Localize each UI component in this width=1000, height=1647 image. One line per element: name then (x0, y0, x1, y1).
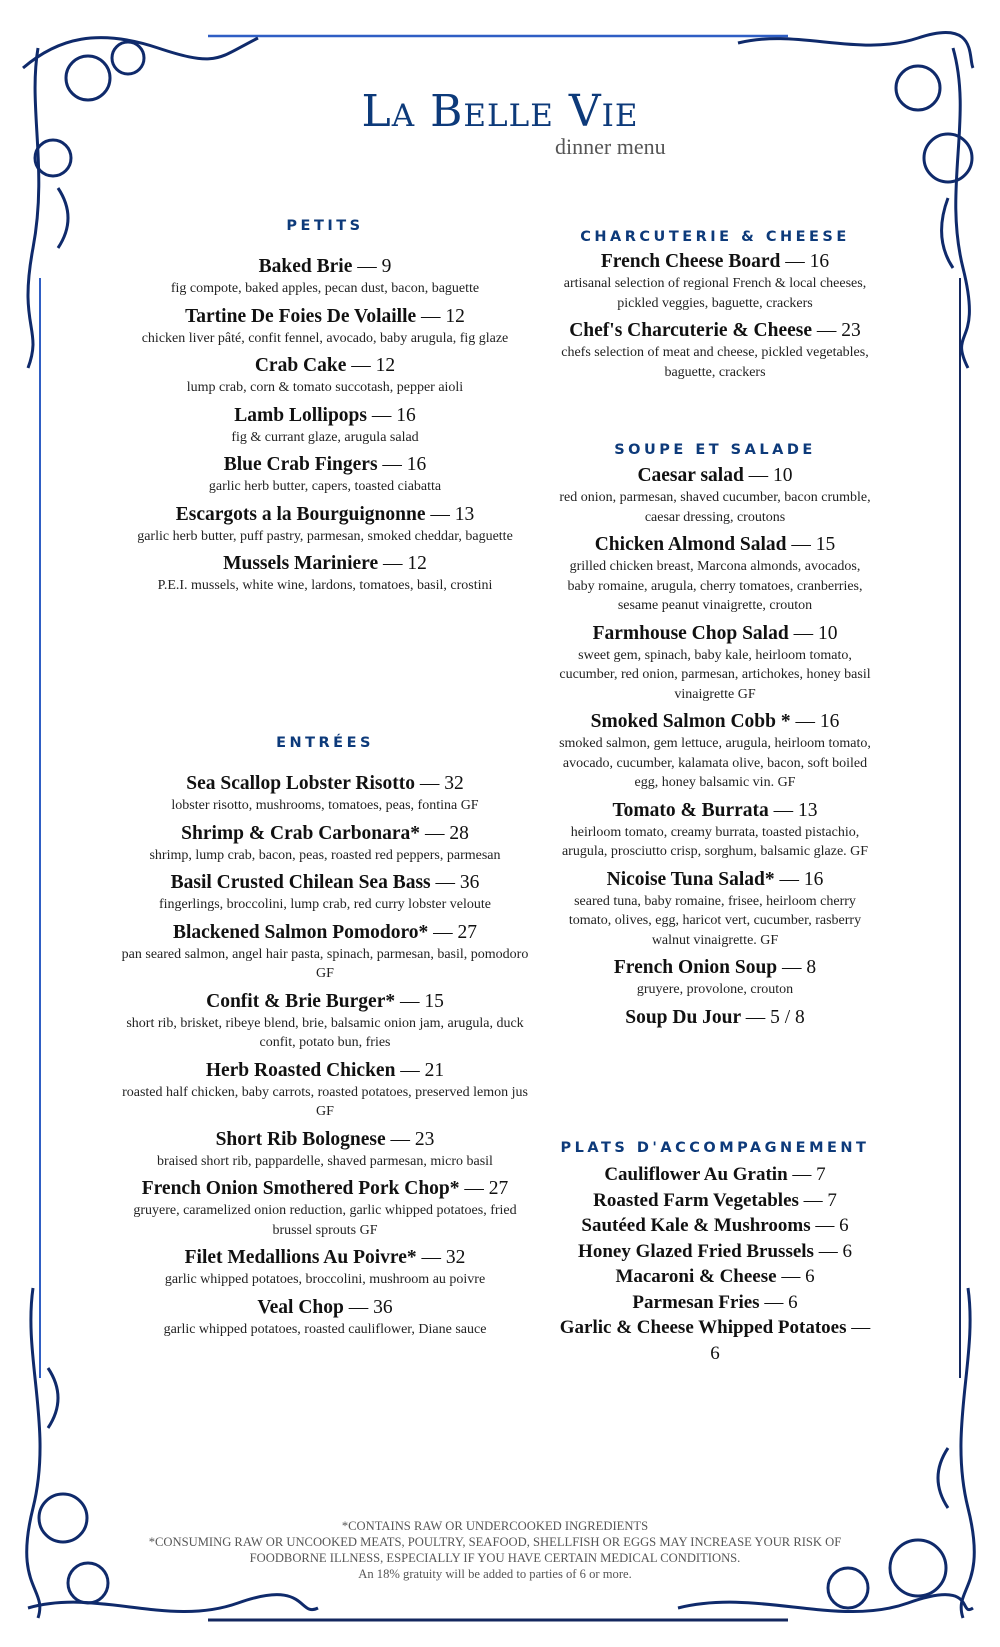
item-description: garlic whipped potatoes, broccolini, mushroom au poivre (164, 1272, 486, 1287)
item-name-line (115, 551, 535, 576)
side-item (555, 1290, 875, 1316)
raw-ingredients-notice: *CONTAINS RAW OR UNDERCOOKED INGREDIENTS (341, 1519, 649, 1533)
menu-item (115, 771, 535, 816)
item-name: Caesar salad (637, 465, 744, 486)
item-description: shrimp, lump crab, bacon, peas, roasted red peppers, parmesan (149, 847, 501, 863)
item-description: garlic whipped potatoes, roasted cauliflower, Diane sauce (163, 1321, 487, 1337)
item-description: chicken liver pâté, confit fennel, avocado, baby arugula, fig glaze (141, 330, 509, 346)
menu-item (115, 304, 535, 349)
item-price: — 6 (710, 1317, 871, 1364)
item-name: Herb Roasted Chicken (205, 1059, 396, 1081)
item-name: Honey Glazed Fried Brussels (578, 1240, 814, 1262)
item-price: — 12 (421, 305, 465, 327)
item-name: Smoked Salmon Cobb * (590, 711, 791, 732)
item-price: — 16 (795, 711, 840, 732)
menu-footer (110, 1518, 880, 1582)
item-price: — 32 (419, 773, 464, 794)
item-name-line (115, 1058, 535, 1083)
item-price: — 32 (421, 1247, 466, 1268)
menu-item (555, 318, 875, 382)
item-description: smoked salmon, gem lettuce, arugula, heirloom tomato, avocado, cucumber, kalamata olive, bacon, soft boiled egg, honey balsamic vin. GF (559, 736, 871, 790)
item-price: — 21 (400, 1059, 445, 1081)
item-name: Farmhouse Chop Salad (592, 622, 789, 644)
item-name-line (555, 955, 875, 980)
item-price: — 28 (424, 822, 469, 844)
item-name-line (115, 1295, 535, 1320)
section-title: PLATS D'ACCOMPAGNEMENT (560, 1140, 870, 1156)
item-name-line (115, 254, 535, 279)
item-description: fig & currant glaze, arugula salad (231, 429, 419, 445)
section-title: ENTRÉES (276, 735, 374, 751)
item-description: red onion, parmesan, shaved cucumber, bacon crumble, caesar dressing, croutons (559, 490, 871, 525)
item-price: — 23 (390, 1128, 435, 1150)
item-price: — 16 (785, 251, 830, 272)
item-price: — 10 (793, 622, 838, 644)
section-title: SOUPE ET SALADE (614, 442, 816, 458)
item-name-line (555, 1188, 875, 1214)
menu-item (555, 798, 875, 862)
menu-item (115, 1058, 535, 1122)
item-name: Macaroni & Cheese (615, 1266, 777, 1287)
item-description: heirloom tomato, creamy burrata, toasted pistachio, arugula, prosciutto crisp, sorghum, balsamic glaze. GF (561, 824, 869, 859)
item-price: — 5 / 8 (745, 1006, 805, 1028)
item-price: — 7 (792, 1164, 826, 1185)
item-price: — 15 (791, 534, 836, 555)
item-name: French Cheese Board (600, 251, 781, 272)
item-price: — 36 (435, 872, 480, 893)
menu-item (555, 867, 875, 951)
item-name: Short Rib Bolognese (215, 1128, 386, 1150)
item-description: pan seared salmon, angel hair pasta, spinach, parmesan, basil, pomodoro GF (121, 946, 529, 981)
menu-item (555, 463, 875, 527)
item-name-line (555, 1005, 875, 1030)
item-name: Tartine De Foies De Volaille (185, 305, 417, 327)
item-name-line (555, 798, 875, 823)
section-title: PETITS (286, 218, 364, 234)
menu-item (115, 1245, 535, 1290)
item-price: — 13 (773, 799, 818, 821)
item-description: sweet gem, spinach, baby kale, heirloom tomato, cucumber, red onion, parmesan, artichokes, honey basil vinaigrette GF (559, 647, 871, 702)
item-price: — 12 (383, 553, 427, 574)
restaurant-title: La Belle Vie (361, 86, 639, 137)
item-name: Blackened Salmon Pomodoro* (172, 921, 429, 943)
item-name-line (555, 709, 875, 734)
side-item (555, 1315, 875, 1366)
item-price: — 16 (382, 454, 427, 475)
item-name: Tomato & Burrata (612, 799, 769, 821)
menu-item (115, 989, 535, 1053)
menu-item (555, 249, 875, 313)
item-price: — 9 (357, 256, 392, 277)
menu-item (555, 532, 875, 616)
item-price: — 6 (764, 1291, 798, 1313)
item-name-line (115, 1245, 535, 1270)
item-name: Filet Medallions Au Poivre* (184, 1247, 417, 1268)
item-name-line (555, 1264, 875, 1290)
item-name: Crab Cake (254, 355, 347, 376)
item-description: garlic herb butter, puff pastry, parmesan, smoked cheddar, baguette (137, 528, 513, 544)
menu-item (115, 353, 535, 398)
item-name-line (555, 1315, 875, 1366)
item-price: — 12 (351, 355, 396, 376)
item-name-line (115, 502, 535, 527)
item-price: — 15 (400, 990, 444, 1012)
menu-item (115, 452, 535, 497)
menu-item (115, 1295, 535, 1340)
item-name-line (115, 870, 535, 895)
item-name-line (555, 1213, 875, 1239)
item-name: Soup Du Jour (625, 1006, 741, 1028)
item-description: artisanal selection of regional French & local cheeses, pickled veggies, baguette, crackers (563, 276, 867, 311)
item-name: Nicoise Tuna Salad* (606, 868, 775, 890)
menu-header (0, 86, 1000, 159)
item-name: Basil Crusted Chilean Sea Bass (170, 872, 431, 893)
item-price: — 16 (371, 404, 416, 426)
item-price: — 6 (781, 1266, 815, 1287)
item-description: roasted half chicken, baby carrots, roasted potatoes, preserved lemon jus GF (122, 1084, 528, 1119)
section-entrees (115, 735, 535, 1344)
item-name: Mussels Mariniere (223, 553, 379, 574)
item-name-line (555, 1162, 875, 1188)
item-name: Garlic & Cheese Whipped Potatoes (559, 1317, 847, 1338)
menu-item (115, 403, 535, 448)
item-price: — 8 (782, 957, 817, 978)
item-name: Sautéed Kale & Mushrooms (581, 1215, 816, 1236)
item-name-line (115, 1176, 535, 1201)
item-name-line (115, 403, 535, 428)
item-name-line (555, 1290, 875, 1316)
item-name-line (555, 318, 875, 343)
item-name: Shrimp & Crab Carbonara* (181, 822, 421, 844)
item-description: grilled chicken breast, Marcona almonds, avocados, baby romaine, arugula, cherry tomatoes, cranberries, sesame peanut vinaigrette, crouton (567, 559, 863, 613)
section-sides (555, 1140, 875, 1366)
item-price: — 16 (779, 868, 824, 890)
item-name: Confit & Brie Burger* (206, 990, 396, 1012)
item-name: Chicken Almond Salad (594, 534, 787, 555)
menu-item (115, 870, 535, 915)
section-petits (115, 218, 535, 601)
item-name-line (555, 532, 875, 557)
item-name: Chef's Charcuterie & Cheese (569, 320, 813, 341)
item-name: Baked Brie (258, 256, 353, 277)
item-price: — 23 (816, 320, 861, 341)
item-name-line (115, 989, 535, 1014)
section-soupe (555, 442, 875, 1035)
gratuity-notice: An 18% gratuity will be added to parties of 6 or more. (358, 1567, 632, 1581)
menu-item (115, 821, 535, 866)
item-description: gruyere, provolone, crouton (636, 982, 794, 997)
menu-item (555, 709, 875, 793)
section-title: CHARCUTERIE & CHEESE (580, 229, 850, 245)
foodborne-illness-warning: *CONSUMING RAW OR UNCOOKED MEATS, POULTRY, SEAFOOD, SHELLFISH OR EGGS MAY INCREASE YOUR RISK OF FOODBORNE ILLNESS, ESPECIALLY IF YOU HAVE CERTAIN MEDICAL CONDITIONS. (148, 1535, 842, 1565)
menu-item (115, 1176, 535, 1240)
item-description: gruyere, caramelized onion reduction, garlic whipped potatoes, fried brussel sprouts GF (133, 1203, 517, 1238)
item-price: — 36 (348, 1296, 393, 1318)
side-item (555, 1239, 875, 1265)
item-name-line (555, 249, 875, 274)
item-name-line (555, 463, 875, 488)
item-name: Lamb Lollipops (234, 404, 367, 426)
item-name: Roasted Farm Vegetables (593, 1189, 799, 1211)
item-price: — 6 (815, 1215, 849, 1236)
item-name: Blue Crab Fingers (223, 454, 378, 475)
item-description: braised short rib, pappardelle, shaved parmesan, micro basil (157, 1153, 493, 1169)
menu-item (115, 551, 535, 596)
item-description: P.E.I. mussels, white wine, lardons, tomatoes, basil, crostini (157, 578, 493, 593)
menu-item (115, 920, 535, 984)
item-name-line (115, 304, 535, 329)
item-price: — 10 (748, 465, 793, 486)
menu-item (115, 254, 535, 299)
item-name-line (555, 867, 875, 892)
item-name-line (555, 1239, 875, 1265)
item-name-line (115, 821, 535, 846)
menu-item (115, 502, 535, 547)
item-description: seared tuna, baby romaine, frisee, heirloom cherry tomato, olives, egg, haricot vert, cucumber, rasberry walnut vinaigrette. GF (568, 893, 862, 948)
item-name: French Onion Soup (613, 957, 778, 978)
item-name-line (555, 621, 875, 646)
menu-subtitle: dinner menu (555, 134, 666, 159)
item-name-line (115, 353, 535, 378)
item-name: Parmesan Fries (632, 1291, 760, 1313)
item-price: — 6 (818, 1240, 852, 1262)
item-name: Cauliflower Au Gratin (604, 1164, 788, 1185)
menu-item (555, 1005, 875, 1030)
item-description: garlic herb butter, capers, toasted ciabatta (208, 479, 442, 494)
item-description: chefs selection of meat and cheese, pickled vegetables, baguette, crackers (561, 345, 869, 380)
menu-item (555, 621, 875, 705)
side-item (555, 1213, 875, 1239)
item-description: lobster risotto, mushrooms, tomatoes, peas, fontina GF (171, 798, 479, 813)
item-description: short rib, brisket, ribeye blend, brie, balsamic onion jam, arugula, duck confit, potato bun, fries (126, 1015, 524, 1050)
item-name-line (115, 771, 535, 796)
item-name: Escargots a la Bourguignonne (175, 503, 426, 525)
item-price: — 27 (464, 1178, 509, 1199)
item-name: Veal Chop (257, 1296, 344, 1318)
side-item (555, 1264, 875, 1290)
item-name-line (115, 452, 535, 477)
menu-item (555, 955, 875, 1000)
item-name: Sea Scallop Lobster Risotto (186, 773, 416, 794)
menu-item (115, 1127, 535, 1172)
item-name-line (115, 1127, 535, 1152)
item-name-line (115, 920, 535, 945)
section-charcuterie (555, 229, 875, 387)
item-price: — 13 (430, 503, 475, 525)
item-price: — 7 (803, 1189, 837, 1211)
side-item (555, 1162, 875, 1188)
item-description: fingerlings, broccolini, lump crab, red curry lobster veloute (158, 897, 491, 912)
side-item (555, 1188, 875, 1214)
item-price: — 27 (433, 921, 478, 943)
item-name: French Onion Smothered Pork Chop* (141, 1178, 460, 1199)
item-description: lump crab, corn & tomato succotash, pepper aioli (186, 380, 464, 395)
item-description: fig compote, baked apples, pecan dust, bacon, baguette (170, 281, 480, 296)
